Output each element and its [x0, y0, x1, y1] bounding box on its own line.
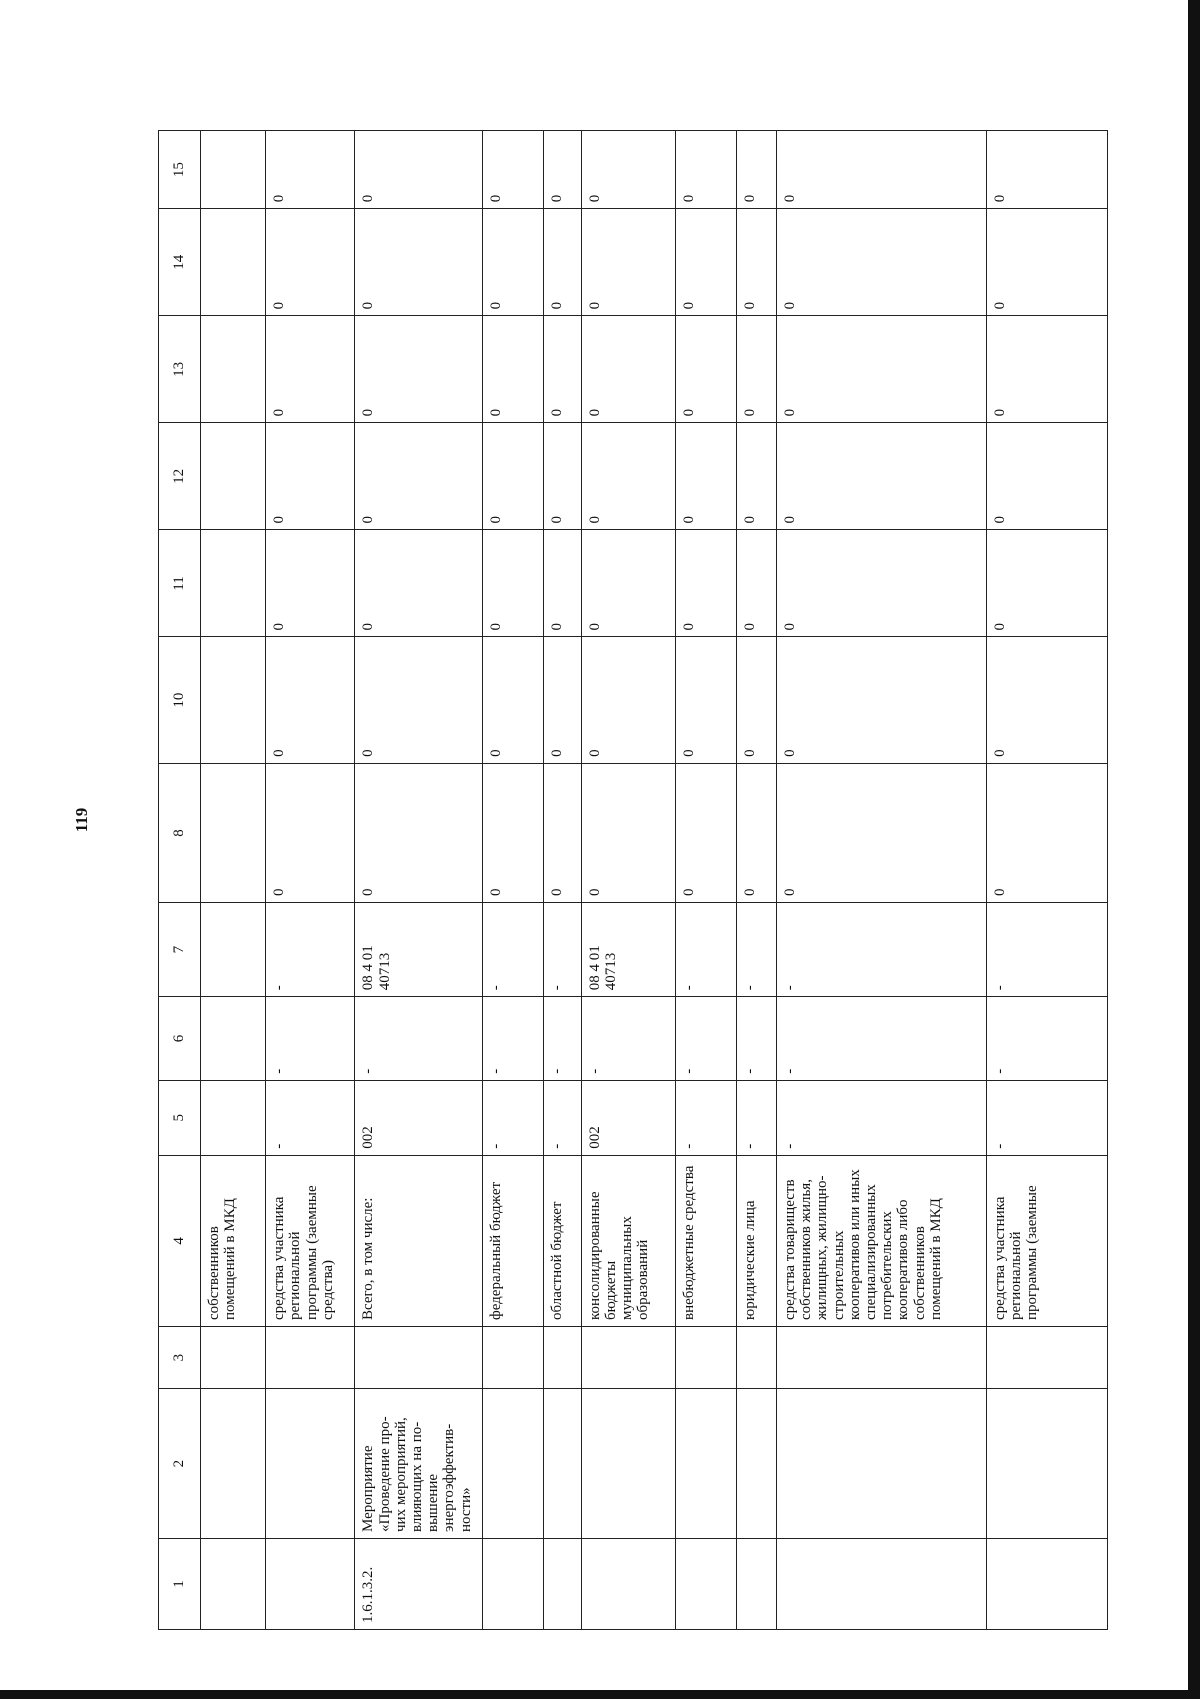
- table-cell: [581, 997, 676, 1081]
- table-cell: [987, 1080, 1108, 1155]
- table-cell: [266, 209, 355, 316]
- table-cell: [543, 209, 581, 316]
- cell-text: 0: [742, 888, 759, 897]
- table-cell: [676, 530, 737, 637]
- cell-text: 0: [992, 515, 1009, 524]
- cell-text: 0: [742, 301, 759, 310]
- header-cell: 13: [159, 316, 201, 423]
- cell-text: 0: [681, 623, 698, 631]
- cell-text: 0: [681, 408, 698, 417]
- table-cell: [543, 1539, 581, 1630]
- table-cell: [987, 530, 1108, 637]
- table-cell: [777, 997, 987, 1081]
- table-cell: [676, 763, 737, 902]
- cell-text: 0: [360, 408, 377, 417]
- cell-text: -: [742, 985, 759, 991]
- table-cell: [201, 1389, 266, 1539]
- table-cell: [737, 637, 777, 763]
- table-cell: [777, 903, 987, 997]
- table-cell: [355, 997, 482, 1081]
- table-cell: [355, 1539, 482, 1630]
- cell-text: 0: [992, 623, 1009, 631]
- table-cell: [777, 1155, 987, 1326]
- table-header-row: [159, 131, 201, 1630]
- table-cell: [482, 763, 543, 902]
- table-cell: [987, 209, 1108, 316]
- cell-text: 0: [487, 749, 504, 757]
- cell-text: -: [782, 985, 798, 991]
- table-cell: [355, 763, 482, 902]
- table-cell: [201, 903, 266, 997]
- header-cell: 3: [159, 1327, 201, 1389]
- table-cell: [201, 1155, 266, 1326]
- page-edge-right: [1188, 0, 1200, 1699]
- table-cell: [777, 423, 987, 530]
- cell-text: 0: [586, 408, 603, 417]
- cell-text: внебюджетные средства: [681, 1165, 698, 1321]
- table-row: [201, 131, 266, 1630]
- cell-text: 0: [271, 888, 288, 897]
- table-cell: [355, 1389, 482, 1539]
- table-cell: [581, 1155, 676, 1326]
- table-cell: [482, 903, 543, 997]
- cell-text: областной бюджет: [548, 1201, 565, 1321]
- cell-text: 0: [487, 301, 504, 310]
- cell-text: 0: [782, 194, 798, 203]
- table-cell: [987, 131, 1108, 209]
- cell-text: 0: [586, 194, 603, 203]
- table-row: [543, 131, 581, 1630]
- table-row: [676, 131, 737, 1630]
- table-cell: [543, 1080, 581, 1155]
- table-cell: [581, 763, 676, 902]
- cell-text: -: [742, 1143, 759, 1149]
- cell-text: Всего, в том числе:: [360, 1197, 377, 1321]
- table-cell: [737, 423, 777, 530]
- table-row: [266, 131, 355, 1630]
- table-cell: [355, 316, 482, 423]
- table-cell: [355, 637, 482, 763]
- table-cell: [266, 1080, 355, 1155]
- table-cell: [201, 637, 266, 763]
- cell-text: -: [992, 1068, 1009, 1074]
- header-cell: 5: [159, 1080, 201, 1155]
- cell-text: 0: [586, 515, 603, 524]
- table-cell: [482, 209, 543, 316]
- cell-text: 0: [548, 408, 565, 417]
- table-cell: [201, 763, 266, 902]
- cell-text: 0: [548, 194, 565, 203]
- table-cell: [737, 1327, 777, 1389]
- cell-text: 0: [782, 749, 798, 757]
- cell-text: 0: [782, 515, 798, 524]
- table-cell: [676, 1327, 737, 1389]
- cell-text: 002: [360, 1126, 377, 1149]
- table-cell: [777, 637, 987, 763]
- table-cell: [737, 316, 777, 423]
- header-cell: 8: [159, 763, 201, 902]
- cell-text: -: [681, 1068, 698, 1074]
- cell-text: -: [487, 1068, 504, 1074]
- table-cell: [482, 530, 543, 637]
- table-cell: [581, 1389, 676, 1539]
- cell-text: 0: [487, 408, 504, 417]
- table-cell: [201, 530, 266, 637]
- cell-text: 0: [992, 749, 1009, 757]
- cell-text: 0: [271, 301, 288, 310]
- cell-text: 0: [360, 194, 377, 203]
- cell-text: средства участника региональной программы (заемные: [992, 1185, 1041, 1321]
- table-cell: [482, 316, 543, 423]
- table-cell: [987, 423, 1108, 530]
- cell-text: 0: [742, 515, 759, 524]
- header-cell: 10: [159, 637, 201, 763]
- header-cell: 2: [159, 1389, 201, 1539]
- cell-text: 0: [681, 301, 698, 310]
- cell-text: 0: [992, 301, 1009, 310]
- header-cell: 15: [159, 131, 201, 209]
- cell-text: 0: [681, 515, 698, 524]
- table-cell: [201, 997, 266, 1081]
- cell-text: 0: [487, 623, 504, 631]
- table-cell: [543, 1389, 581, 1539]
- table-cell: [737, 763, 777, 902]
- table-cell: [201, 209, 266, 316]
- cell-text: -: [548, 1143, 565, 1149]
- table-cell: [676, 997, 737, 1081]
- table-cell: [266, 903, 355, 997]
- header-cell: 4: [159, 1155, 201, 1326]
- table-cell: [581, 530, 676, 637]
- cell-text: -: [586, 1068, 603, 1074]
- table-cell: [266, 530, 355, 637]
- cell-text: юридические лица: [742, 1200, 759, 1321]
- cell-text: 0: [992, 194, 1009, 203]
- table-cell: [482, 423, 543, 530]
- table-cell: [543, 903, 581, 997]
- table-cell: [355, 131, 482, 209]
- cell-text: 0: [782, 888, 798, 897]
- table-cell: [482, 997, 543, 1081]
- cell-text: 0: [487, 888, 504, 897]
- table-cell: [543, 316, 581, 423]
- table-row: [355, 131, 482, 1630]
- cell-text: 0: [782, 408, 798, 417]
- cell-text: 0: [360, 888, 377, 897]
- cell-text: 0: [681, 194, 698, 203]
- table-cell: [482, 1327, 543, 1389]
- table-cell: [676, 1155, 737, 1326]
- cell-text: -: [681, 1143, 698, 1149]
- header-cell: 14: [159, 209, 201, 316]
- table-cell: [777, 763, 987, 902]
- table-cell: [266, 997, 355, 1081]
- table-cell: [676, 316, 737, 423]
- cell-text: -: [271, 1143, 288, 1149]
- cell-text: 0: [271, 194, 288, 203]
- header-cell: 7: [159, 903, 201, 997]
- cell-text: Мероприятие «Проведение про-чих мероприятий, влияющих на по-вышение энергоэффектив-ности»: [360, 1416, 474, 1532]
- table-cell: [482, 1389, 543, 1539]
- cell-text: 0: [271, 623, 288, 631]
- table-cell: [737, 1539, 777, 1630]
- table-cell: [201, 423, 266, 530]
- table-cell: [777, 1080, 987, 1155]
- table-cell: [201, 1539, 266, 1630]
- cell-text: 0: [360, 749, 377, 757]
- cell-text: 0: [742, 623, 759, 631]
- table-cell: [355, 423, 482, 530]
- table-cell: [355, 903, 482, 997]
- table-cell: [543, 131, 581, 209]
- budget-table: [158, 130, 1108, 1630]
- cell-text: -: [487, 985, 504, 991]
- table-cell: [581, 423, 676, 530]
- table-cell: [355, 1080, 482, 1155]
- cell-text: 0: [742, 194, 759, 203]
- table-cell: [543, 997, 581, 1081]
- table-cell: [737, 997, 777, 1081]
- table-cell: [676, 1080, 737, 1155]
- cell-text: -: [742, 1068, 759, 1074]
- table-cell: [777, 1327, 987, 1389]
- table-cell: [987, 316, 1108, 423]
- cell-text: 0: [360, 515, 377, 524]
- cell-text: собственников помещений в МКД: [206, 1198, 239, 1321]
- table-cell: [676, 637, 737, 763]
- cell-text: 0: [271, 408, 288, 417]
- table-cell: [581, 1080, 676, 1155]
- table-cell: [987, 1539, 1108, 1630]
- cell-text: -: [360, 1068, 377, 1074]
- cell-text: -: [992, 985, 1009, 991]
- cell-text: -: [681, 985, 698, 991]
- table-cell: [266, 1155, 355, 1326]
- cell-text: 0: [782, 301, 798, 310]
- table-cell: [355, 1155, 482, 1326]
- table-cell: [777, 1539, 987, 1630]
- table-cell: [581, 209, 676, 316]
- table-cell: [737, 1155, 777, 1326]
- cell-text: 0: [586, 301, 603, 310]
- page-number: 119: [72, 807, 91, 833]
- table-cell: [737, 1080, 777, 1155]
- table-row: [777, 131, 987, 1630]
- cell-text: 0: [360, 301, 377, 310]
- table-cell: [737, 131, 777, 209]
- cell-text: 0: [992, 888, 1009, 897]
- cell-text: 0: [271, 749, 288, 757]
- table-cell: [482, 1539, 543, 1630]
- cell-text: 08 4 01 40713: [360, 945, 393, 991]
- table-cell: [777, 530, 987, 637]
- table-cell: [543, 530, 581, 637]
- table-cell: [266, 316, 355, 423]
- cell-text: -: [271, 985, 288, 991]
- table-cell: [676, 131, 737, 209]
- cell-text: 0: [586, 749, 603, 757]
- cell-text: 0: [548, 301, 565, 310]
- table-cell: [482, 1080, 543, 1155]
- table-cell: [482, 1155, 543, 1326]
- table-cell: [777, 1389, 987, 1539]
- cell-text: 1.6.1.3.2.: [360, 1566, 377, 1623]
- table-cell: [676, 1539, 737, 1630]
- table-cell: [737, 530, 777, 637]
- cell-text: 0: [586, 888, 603, 897]
- table-cell: [266, 637, 355, 763]
- table-cell: [201, 131, 266, 209]
- table-cell: [737, 1389, 777, 1539]
- cell-text: 0: [487, 515, 504, 524]
- cell-text: 0: [548, 749, 565, 757]
- cell-text: 0: [360, 623, 377, 631]
- budget-table-container: [158, 130, 1108, 1630]
- table-cell: [676, 423, 737, 530]
- cell-text: 0: [271, 515, 288, 524]
- table-cell: [676, 1389, 737, 1539]
- table-cell: [201, 316, 266, 423]
- cell-text: 0: [742, 749, 759, 757]
- cell-text: 0: [681, 888, 698, 897]
- cell-text: 0: [586, 623, 603, 631]
- table-cell: [266, 131, 355, 209]
- cell-text: -: [548, 1068, 565, 1074]
- cell-text: 0: [548, 515, 565, 524]
- table-cell: [581, 637, 676, 763]
- cell-text: средства товариществ собственников жилья, жилищных, жилищно-строительных кооперативов или иных специализированных потребительских кооперативов либо собственников помещений в МКД: [782, 1169, 944, 1321]
- table-cell: [581, 131, 676, 209]
- table-cell: [777, 316, 987, 423]
- table-cell: [581, 1327, 676, 1389]
- table-cell: [543, 1327, 581, 1389]
- table-cell: [987, 1389, 1108, 1539]
- cell-text: -: [782, 1143, 798, 1149]
- table-row: [581, 131, 676, 1630]
- table-cell: [355, 209, 482, 316]
- table-cell: [987, 637, 1108, 763]
- table-cell: [777, 131, 987, 209]
- table-cell: [266, 1539, 355, 1630]
- table-cell: [266, 423, 355, 530]
- header-cell: 11: [159, 530, 201, 637]
- header-cell: 6: [159, 997, 201, 1081]
- cell-text: 08 4 01 40713: [586, 945, 619, 991]
- table-cell: [543, 637, 581, 763]
- table-cell: [482, 131, 543, 209]
- table-cell: [482, 637, 543, 763]
- table-row: [987, 131, 1108, 1630]
- page-edge-bottom: [0, 1690, 1200, 1699]
- header-cell: 1: [159, 1539, 201, 1630]
- cell-text: -: [487, 1143, 504, 1149]
- table-cell: [581, 903, 676, 997]
- table-cell: [987, 903, 1108, 997]
- cell-text: 0: [548, 888, 565, 897]
- table-cell: [581, 316, 676, 423]
- table-cell: [266, 1389, 355, 1539]
- cell-text: федеральный бюджет: [487, 1181, 504, 1321]
- table-cell: [737, 903, 777, 997]
- cell-text: 0: [681, 749, 698, 757]
- table-row: [482, 131, 543, 1630]
- table-cell: [355, 1327, 482, 1389]
- table-cell: [543, 1155, 581, 1326]
- cell-text: 0: [487, 194, 504, 203]
- header-cell: 12: [159, 423, 201, 530]
- table-cell: [266, 1327, 355, 1389]
- table-cell: [987, 1155, 1108, 1326]
- table-cell: [543, 423, 581, 530]
- cell-text: 0: [548, 623, 565, 631]
- table-cell: [777, 209, 987, 316]
- table-cell: [543, 763, 581, 902]
- table-row: [737, 131, 777, 1630]
- cell-text: консолидированные бюджеты муниципальных образований: [586, 1191, 652, 1321]
- table-cell: [266, 763, 355, 902]
- cell-text: -: [548, 985, 565, 991]
- cell-text: 002: [586, 1126, 603, 1149]
- cell-text: 0: [742, 408, 759, 417]
- table-cell: [201, 1327, 266, 1389]
- table-cell: [987, 997, 1108, 1081]
- table-cell: [201, 1080, 266, 1155]
- table-cell: [355, 530, 482, 637]
- table-cell: [676, 209, 737, 316]
- cell-text: 0: [782, 623, 798, 631]
- table-cell: [676, 903, 737, 997]
- table-cell: [987, 1327, 1108, 1389]
- table-cell: [987, 763, 1108, 902]
- cell-text: средства участника региональной программы (заемные средства): [271, 1185, 336, 1321]
- table-cell: [737, 209, 777, 316]
- cell-text: -: [782, 1068, 798, 1074]
- cell-text: -: [992, 1143, 1009, 1149]
- cell-text: 0: [992, 408, 1009, 417]
- cell-text: -: [271, 1068, 288, 1074]
- table-cell: [581, 1539, 676, 1630]
